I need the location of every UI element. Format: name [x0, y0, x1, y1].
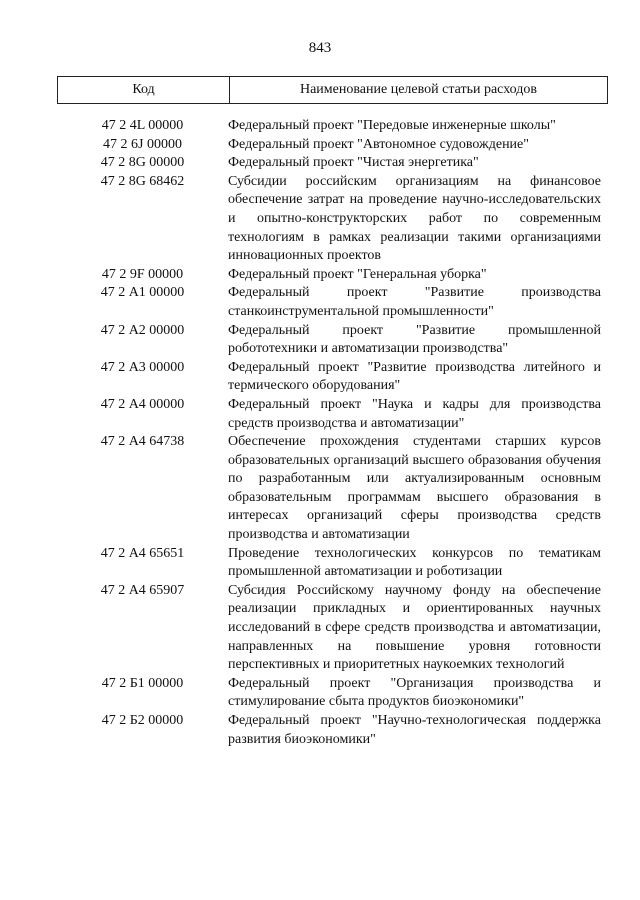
row-code: 47 2 А4 64738 [100, 434, 185, 450]
table-row [57, 266, 608, 285]
row-code: 47 2 А4 00000 [100, 396, 185, 412]
row-name: Федеральный проект "Автономное судовождение" [228, 136, 529, 152]
row-name: Федеральный проект "Передовые инженерные школы" [228, 118, 556, 133]
row-code: 47 2 8G 00000 [100, 155, 185, 171]
table-row [57, 359, 608, 396]
row-name: Федеральный проект "Организация производства и стимулирование сбыта продуктов биоэкономики" [228, 675, 601, 710]
row-code: 47 2 Б1 00000 [101, 675, 184, 691]
table-row [57, 545, 608, 582]
table-row [57, 154, 608, 173]
row-name: Федеральный проект "Чистая энергетика" [228, 155, 479, 171]
page-number: 843 [308, 40, 332, 56]
row-name: Федеральный проект "Развитие производства станкоинструментальной промышленности" [228, 285, 601, 319]
column-header-name: Наименование целевой статьи расходов [299, 82, 538, 97]
row-code: 47 2 Б2 00000 [101, 713, 184, 728]
table-row [57, 675, 608, 712]
row-name: Проведение технологических конкурсов по тематикам промышленной автоматизации и роботизации [228, 545, 601, 580]
row-code: 47 2 А3 00000 [100, 359, 185, 375]
row-code: 47 2 А4 65651 [100, 545, 185, 561]
row-code: 47 2 9F 00000 [101, 266, 184, 282]
row-name: Субсидии российским организациям на финансовое обеспечение затрат на проведение научно-исследовательских и опытно-конструкторских работ по современным технологиям в рамках реализации такими организациями инновационных проектов [228, 173, 601, 264]
row-code: 47 2 4L 00000 [101, 118, 184, 133]
row-name: Федеральный проект "Наука и кадры для производства средств производства и автоматизации" [228, 396, 601, 431]
row-name: Субсидия Российскому научному фонду на обеспечение реализации прикладных и ориентированных научных исследований в сфере средств производства и автоматизации, направленных на повышение уровня готовности перспективных и приоритетных наукоемких технологий [228, 582, 601, 673]
table-row [57, 582, 608, 675]
column-header-code: Код [58, 77, 230, 103]
table-row [57, 322, 608, 359]
table-row [57, 173, 608, 266]
table-header [57, 76, 608, 104]
table-row [57, 117, 608, 136]
row-name: Обеспечение прохождения студентами старших курсов образовательных организаций высшего образования обучения по разработанным или актуализированным основным образовательным программам высшего образования в интересах организаций сферы производства средств производства и автоматизации [228, 434, 601, 543]
table-row [57, 284, 608, 321]
row-name: Федеральный проект "Развитие промышленной робототехники и автоматизации производства" [228, 322, 601, 357]
row-code: 47 2 А4 65907 [100, 582, 185, 598]
row-code: 47 2 6J 00000 [103, 136, 182, 152]
row-name: Федеральный проект "Научно-технологическая поддержка развития биоэкономики" [228, 713, 601, 747]
row-name: Федеральный проект "Развитие производства литейного и термического оборудования" [228, 359, 601, 394]
row-code: 47 2 8G 68462 [100, 173, 185, 189]
table-row [57, 433, 608, 545]
table-row [57, 712, 608, 749]
row-name: Федеральный проект "Генеральная уборка" [228, 266, 487, 282]
table-body [57, 117, 608, 749]
table-row [57, 136, 608, 155]
row-code: 47 2 А2 00000 [100, 322, 185, 338]
row-code: 47 2 А1 00000 [100, 285, 185, 301]
table-row [57, 396, 608, 433]
